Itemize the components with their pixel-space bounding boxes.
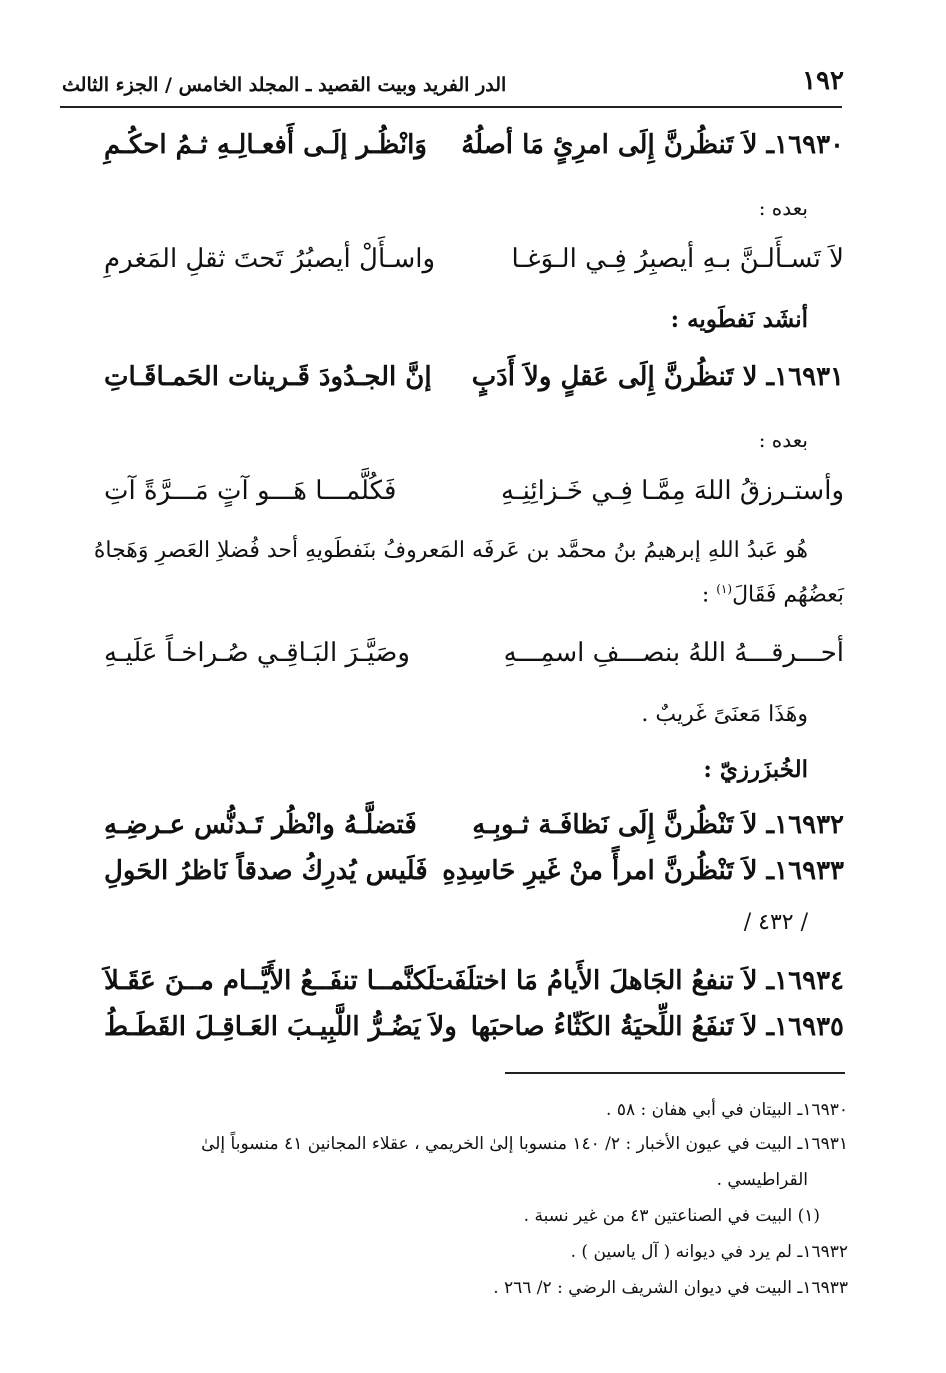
- verse-first-hemistich: أحـــرقـــهُ اللهُ بنصـــفِ اسمِـــهِ: [503, 638, 844, 668]
- page-number: ١٩٢: [802, 66, 844, 96]
- verse-second-hemistich: واسـأَلْ أيصبُرُ تَحتَ ثقلِ المَغرمِ: [104, 244, 436, 274]
- footnote-continuation: القراطيسي .: [716, 1170, 808, 1190]
- prose-line-2: بَعضُهُم فَقَالَ$^{(١)}$ :: [701, 582, 844, 608]
- verse-first-hemistich: ١٦٩٣٥ـ لاَ تَنفَعُ اللِّحيَةُ الكَثّاءُ صاحبَها: [470, 1012, 844, 1042]
- verse-second-hemistich: وَانْظُـر إلَـى أَفعـالِـهِ ثـمُ احكُـمِ: [104, 130, 427, 160]
- verse-first-hemistich: وأستـرزقُ اللهَ مِمَّـا فِـي خَـزائِنِـهِ: [501, 476, 844, 506]
- comment-line: وهَذَا مَعنَىً غَريبٌ .: [641, 702, 808, 727]
- verse-second-hemistich: فَلَيس يُدرِكُ صدقاً نَاظرُ الحَولِ: [104, 856, 428, 886]
- manuscript-folio-marker: / ٤٣٢ /: [743, 910, 808, 935]
- running-title: الدر الفريد وبيت القصيد ـ المجلد الخامس / الجزء الثالث: [62, 74, 507, 96]
- prose-line-1: هُو عَبدُ اللهِ إبرهيمُ بنُ محمَّد بن عَرفَه المَعروفُ بنَفطَويهِ أحد فُضلاِ العَصرِ وَهَجاهُ: [93, 538, 808, 563]
- footnote: ١٦٩٣١ـ البيت في عيون الأخبار : ٢/ ١٤٠ منسوبا إلىٰ الخريمي ، عقلاء المجانين ٤١ منسوباً إلىٰ: [201, 1134, 848, 1154]
- label-after: بعده :: [758, 196, 808, 220]
- footnote: ١٦٩٣٢ـ لم يرد في ديوانه ( آل ياسين ) .: [570, 1242, 848, 1262]
- attribution-label: أنشَد نَفطَويه :: [670, 306, 808, 333]
- verse-second-hemistich: إنَّ الجـدُودَ قَـرينات الحَمـاقَـاتِ: [104, 362, 432, 392]
- verse-second-hemistich: فَكُلَّمـــا هَـــو آتٍ مَـــرَّةً آتِ: [104, 476, 397, 506]
- verse-first-hemistich: لاَ تَسـأَلـنَّ بـهِ أيصبِرُ فِـي الـوَغـا: [511, 244, 844, 274]
- footnote: ١٦٩٣٠ـ البيتان في أبي هفان : ٥٨ .: [606, 1100, 848, 1120]
- footnote: ١٦٩٣٣ـ البيت في ديوان الشريف الرضي : ٢/ ٢٦٦ .: [493, 1278, 848, 1298]
- verse-second-hemistich: وصَيَّـرَ البَـاقِـي صُـراخـاً عَلَيـهِ: [104, 638, 410, 668]
- verse-first-hemistich: ١٦٩٣٠ـ لاَ تَنظُرنَّ إِلَى امرِئٍ مَا أصلُهُ: [461, 130, 844, 160]
- verse-first-hemistich: ١٦٩٣١ـ لا تَنظُرنَّ إِلَى عَقلٍ ولاَ أَدَبٍ: [471, 362, 844, 392]
- verse-first-hemistich: ١٦٩٣٢ـ لاَ تَنْظُرنَّ إِلَى نَظافَـة ثـوبِـهِ: [472, 810, 844, 840]
- verse-first-hemistich: ١٦٩٣٤ـ لاَ تنفعُ الجَاهلَ الأَيامُ مَا اختلَفَت: [428, 966, 844, 996]
- verse-second-hemistich: فَتضلَّـهُ وانْظُر تَـدنُّس عـرضِـهِ: [104, 810, 417, 840]
- verse-second-hemistich: ولاَ يَضُـرُّ اللَّبِيـبَ العَـاقِـلَ القَطَـطُ: [104, 1012, 457, 1042]
- footnote-ref: (١): [716, 582, 733, 596]
- footnote: (١) البيت في الصناعتين ٤٣ من غير نسبة .: [523, 1206, 820, 1226]
- verse-first-hemistich: ١٦٩٣٣ـ لاَ تَنْظُرنَّ امرأً منْ غَيرِ حَاسِدِهِ: [442, 856, 844, 886]
- poet-label: الخُبزَرزيّ :: [703, 756, 808, 783]
- page-header: [62, 52, 844, 96]
- header-rule: [60, 106, 842, 108]
- verse-second-hemistich: لَكنَّمــا تنفَــعُ الأَيَّــام مــنَ عَقَـلاَ: [104, 966, 436, 996]
- footnote-rule: [505, 1072, 845, 1074]
- label-after: بعده :: [758, 428, 808, 452]
